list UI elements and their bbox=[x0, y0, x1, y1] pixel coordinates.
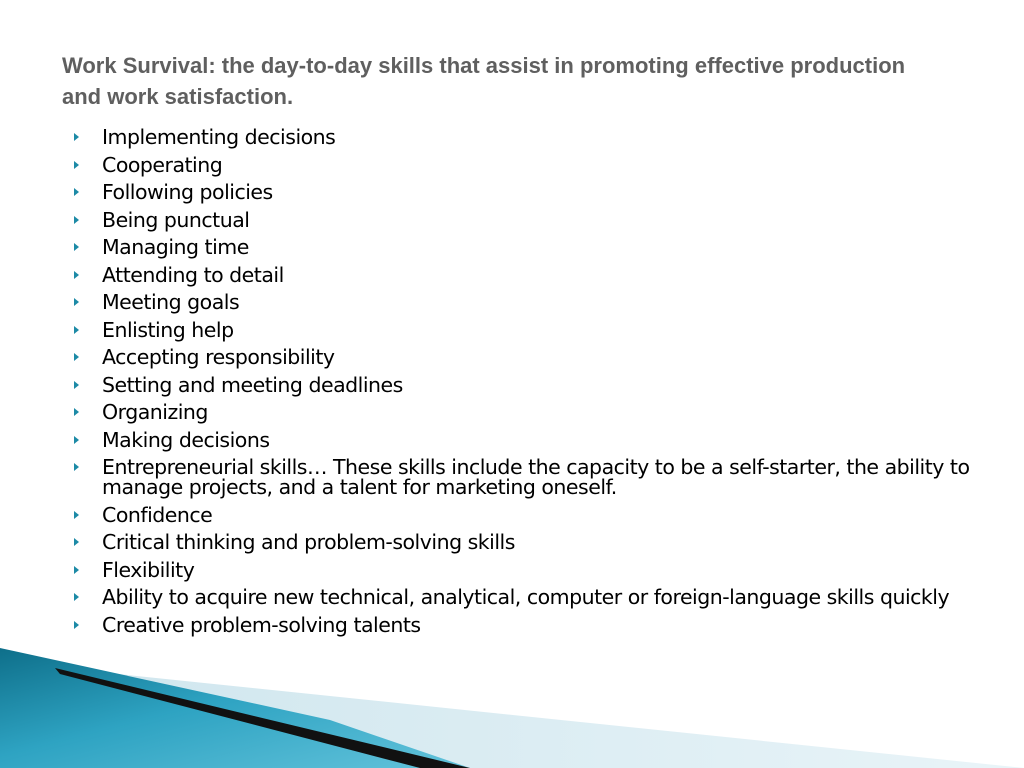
list-item-text: Flexibility bbox=[102, 557, 195, 582]
list-item-text: Making decisions bbox=[102, 427, 270, 452]
list-item bbox=[72, 182, 972, 202]
triangle-right-icon bbox=[74, 621, 79, 629]
slide-title: Work Survival: the day-to-day skills that assist in promoting effective production and work satisfaction. bbox=[62, 53, 906, 109]
list-item-text: Critical thinking and problem-solving skills bbox=[102, 530, 515, 554]
triangle-right-icon bbox=[74, 243, 79, 251]
list-item bbox=[72, 612, 972, 637]
triangle-right-icon bbox=[74, 133, 79, 141]
list-item bbox=[72, 237, 972, 257]
list-item bbox=[72, 587, 972, 607]
list-item bbox=[72, 347, 972, 367]
triangle-right-icon bbox=[74, 188, 79, 196]
list-item bbox=[72, 427, 972, 452]
triangle-right-icon bbox=[74, 216, 79, 224]
list-item-text: Accepting responsibility bbox=[102, 345, 335, 369]
list-item bbox=[72, 317, 972, 342]
list-item-text: Managing time bbox=[102, 235, 249, 259]
list-item bbox=[72, 152, 972, 177]
triangle-right-icon bbox=[74, 593, 79, 601]
triangle-right-icon bbox=[74, 381, 79, 389]
triangle-right-icon bbox=[74, 511, 79, 519]
list-item bbox=[72, 207, 972, 232]
list-item-text: Enlisting help bbox=[102, 317, 234, 342]
triangle-right-icon bbox=[74, 538, 79, 546]
list-item-text: Following policies bbox=[102, 180, 273, 204]
triangle-right-icon bbox=[74, 408, 79, 416]
list-item-text: Confidence bbox=[102, 502, 213, 527]
triangle-right-icon bbox=[74, 436, 79, 444]
list-item-text: Organizing bbox=[102, 400, 208, 424]
list-item bbox=[72, 457, 972, 497]
list-item-text: Setting and meeting deadlines bbox=[102, 372, 403, 397]
triangle-right-icon bbox=[74, 463, 79, 471]
bullet-list bbox=[72, 127, 972, 642]
list-item-text: Meeting goals bbox=[102, 290, 240, 314]
triangle-right-icon bbox=[74, 353, 79, 361]
list-item-text: Attending to detail bbox=[102, 262, 284, 287]
list-item bbox=[72, 532, 972, 552]
list-item bbox=[72, 127, 972, 147]
triangle-right-icon bbox=[74, 566, 79, 574]
list-item-text: Cooperating bbox=[102, 152, 223, 177]
triangle-right-icon bbox=[74, 298, 79, 306]
list-item bbox=[72, 557, 972, 582]
triangle-right-icon bbox=[74, 161, 79, 169]
list-item-text: Being punctual bbox=[102, 207, 250, 232]
list-item-text: Entrepreneurial skills… These skills include the capacity to be a self-starter, the ability to manage projects, and a talent for marketing oneself. bbox=[102, 455, 970, 499]
list-item bbox=[72, 502, 972, 527]
list-item bbox=[72, 262, 972, 287]
list-item-text: Creative problem-solving talents bbox=[102, 612, 421, 637]
list-item bbox=[72, 292, 972, 312]
triangle-right-icon bbox=[74, 326, 79, 334]
list-item-text: Ability to acquire new technical, analytical, computer or foreign-language skills quickly bbox=[102, 585, 950, 609]
triangle-right-icon bbox=[74, 271, 79, 279]
list-item bbox=[72, 402, 972, 422]
list-item bbox=[72, 372, 972, 397]
list-item-text: Implementing decisions bbox=[102, 125, 336, 149]
